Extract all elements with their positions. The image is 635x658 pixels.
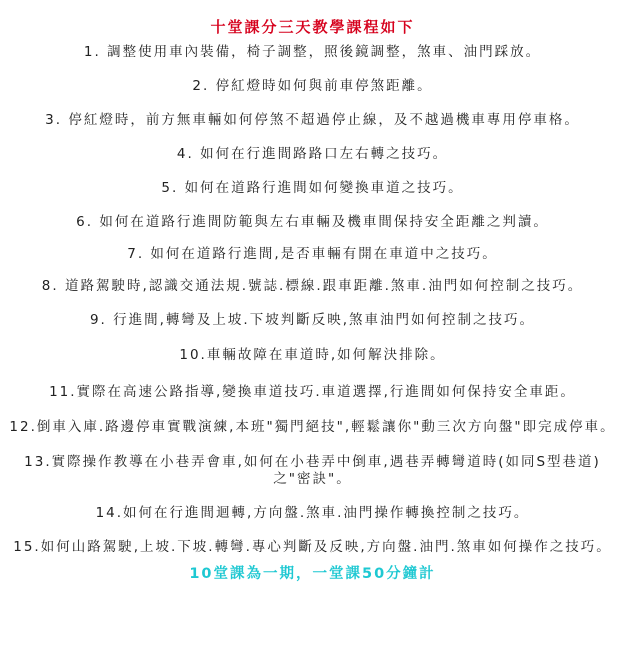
course-item-list (8, 44, 617, 556)
course-item: 2. 停紅燈時如何與前車停煞距離。 (192, 78, 433, 94)
course-item: 7. 如何在道路行進間,是否車輛有開在車道中之技巧。 (127, 246, 498, 262)
course-item: 14.如何在行進間迴轉,方向盤.煞車.油門操作轉換控制之技巧。 (95, 505, 530, 521)
document-title: 十堂課分三天教學課程如下 (210, 18, 415, 36)
course-item: 12.倒車入庫.路邊停車實戰演練,本班"獨門絕技",輕鬆讓你"動三次方向盤"即完成停車。 (9, 419, 616, 435)
course-item: 9. 行進間,轉彎及上坡.下坡判斷反映,煞車油門如何控制之技巧。 (89, 312, 536, 328)
course-item: 6. 如何在道路行進間防範與左右車輛及機車間保持安全距離之判讀。 (76, 214, 549, 230)
course-item: 8. 道路駕駛時,認識交通法規.號誌.標線.跟車距離.煞車.油門如何控制之技巧。 (41, 278, 584, 294)
course-item: 5. 如何在道路行進間如何變換車道之技巧。 (161, 180, 464, 196)
course-item: 4. 如何在行進間路路口左右轉之技巧。 (176, 146, 449, 162)
course-item: 15.如何山路駕駛,上坡.下坡.轉彎.專心判斷及反映,方向盤.油門.煞車如何操作之技巧。 (13, 539, 612, 555)
course-duration-note: 10堂課為一期，一堂課50分鐘計 (189, 566, 436, 582)
course-item: 3. 停紅燈時，前方無車輛如何停煞不超過停止線，及不越過機車專用停車格。 (45, 112, 580, 128)
course-item: 13.實際操作教導在小巷弄會車,如何在小巷弄中倒車,遇巷弄轉彎道時(如同S型巷道)之"密訣"。 (24, 454, 601, 487)
course-item: 11.實際在高速公路指導,變換車道技巧.車道選擇,行進間如何保持安全車距。 (49, 384, 576, 400)
course-item: 10.車輛故障在車道時,如何解決排除。 (179, 347, 446, 363)
course-item: 1. 調整使用車內裝備，椅子調整，照後鏡調整，煞車、油門踩放。 (83, 44, 542, 60)
